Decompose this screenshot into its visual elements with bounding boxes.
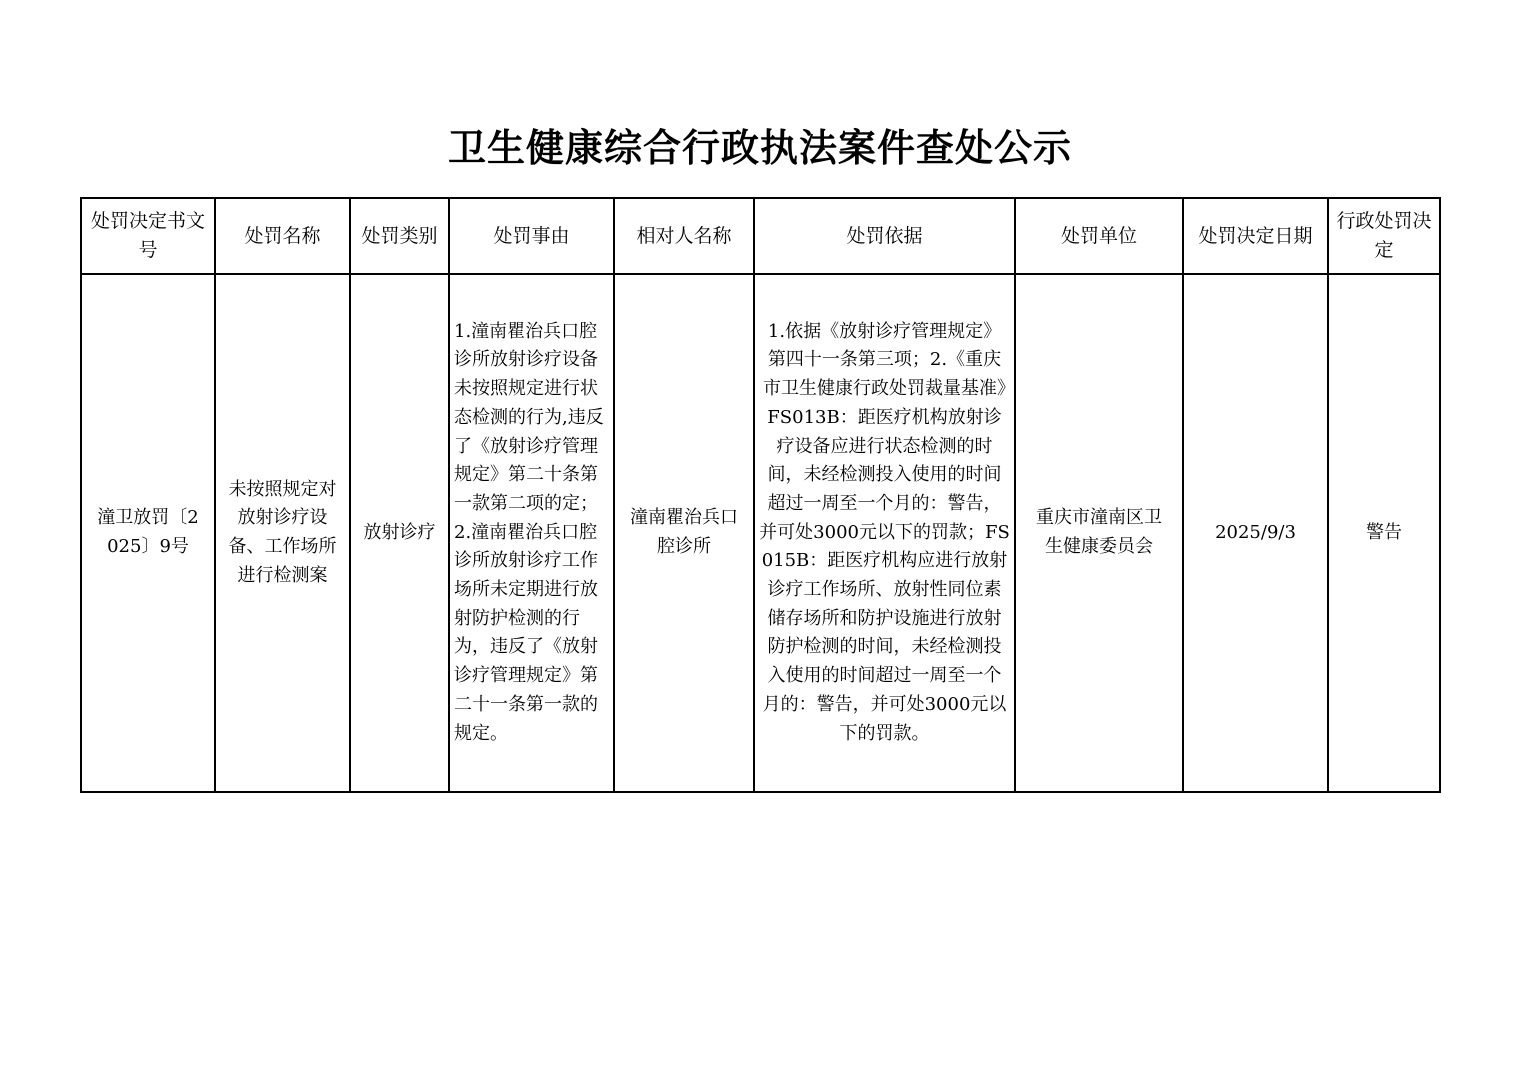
- header-counterparty: 相对人名称: [614, 198, 754, 274]
- cell-penalty-reason: 1.潼南瞿治兵口腔诊所放射诊疗设备未按照规定进行状态检测的行为,违反了《放射诊疗管理规定》第二十条第一款第二项的定；2.潼南瞿治兵口腔诊所放射诊疗工作场所未定期进行放射防护检测的行为，违反了《放射诊疗管理规定》第二十一条第一款的规定。: [449, 274, 614, 792]
- cell-penalty-category: 放射诊疗: [350, 274, 449, 792]
- cell-counterparty: 潼南瞿治兵口腔诊所: [614, 274, 754, 792]
- cell-penalty-name: 未按照规定对放射诊疗设备、工作场所进行检测案: [215, 274, 350, 792]
- header-decision: 行政处罚决定: [1328, 198, 1440, 274]
- header-penalty-category: 处罚类别: [350, 198, 449, 274]
- header-penalty-name: 处罚名称: [215, 198, 350, 274]
- case-table: [80, 197, 1441, 793]
- header-penalty-reason: 处罚事由: [449, 198, 614, 274]
- cell-doc-number: 潼卫放罚〔2025〕9号: [81, 274, 215, 792]
- page-title: 卫生健康综合行政执法案件查处公示: [447, 125, 1072, 170]
- cell-penalty-unit: 重庆市潼南区卫生健康委员会: [1015, 274, 1183, 792]
- table-row: [81, 274, 1440, 792]
- table-header-row: [81, 198, 1440, 274]
- header-legal-basis: 处罚依据: [754, 198, 1015, 274]
- header-decision-date: 处罚决定日期: [1183, 198, 1328, 274]
- cell-decision-date: 2025/9/3: [1183, 274, 1328, 792]
- header-penalty-unit: 处罚单位: [1015, 198, 1183, 274]
- cell-decision: 警告: [1328, 274, 1440, 792]
- cell-legal-basis: 1.依据《放射诊疗管理规定》第四十一条第三项；2.《重庆市卫生健康行政处罚裁量基准》FS013B：距医疗机构放射诊疗设备应进行状态检测的时间，未经检测投入使用的时间超过一周至一个月的：警告，并可处3000元以下的罚款；FS015B：距医疗机构应进行放射诊疗工作场所、放射性同位素储存场所和防护设施进行放射防护检测的时间，未经检测投入使用的时间超过一周至一个月的：警告，并可处3000元以下的罚款。: [754, 274, 1015, 792]
- header-doc-number: 处罚决定书文号: [81, 198, 215, 274]
